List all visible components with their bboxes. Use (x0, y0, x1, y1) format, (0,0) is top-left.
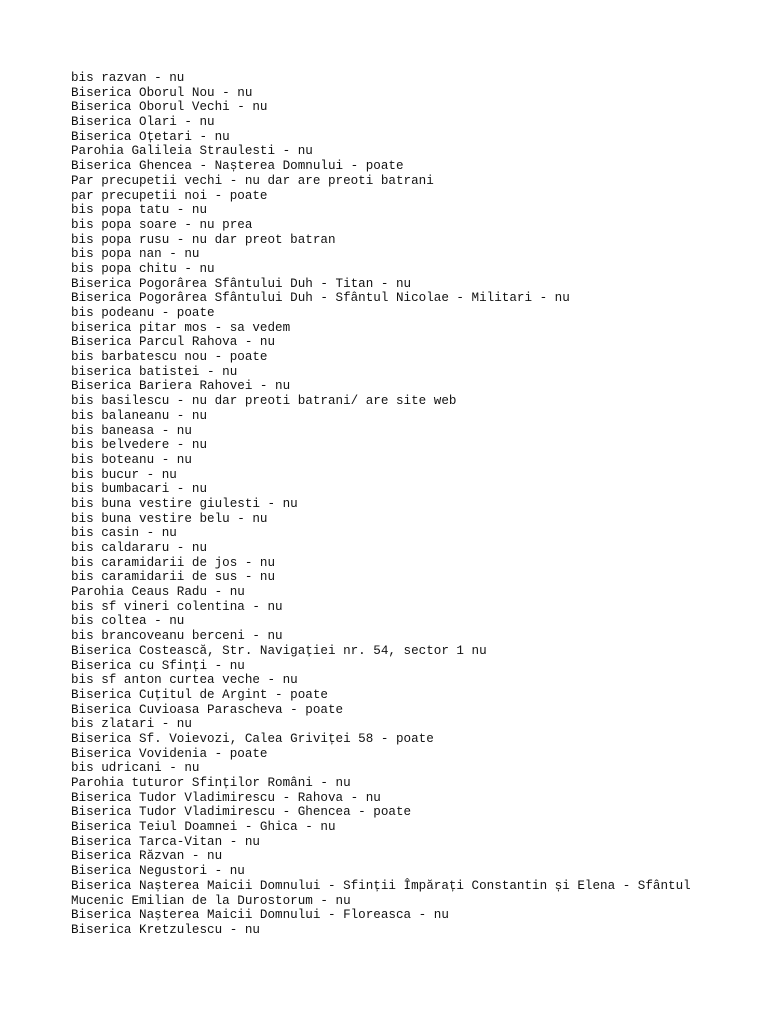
text-line: bis podeanu - poate (71, 306, 215, 320)
text-line: Par precupetii vechi - nu dar are preoti batrani (71, 173, 434, 188)
text-line: Biserica Tarca-Vitan - nu (71, 834, 260, 849)
text-line: Biserica Sf. Voievozi, Calea Griviței 58 - poate (71, 731, 434, 746)
text-line: bis zlatari - nu (71, 717, 192, 732)
text-line: Biserica Oborul Vechi - nu (71, 100, 268, 115)
text-line: Biserica Pogorârea Sfântului Duh - Titan - nu (71, 276, 412, 291)
text-line: Biserica Cuvioasa Parascheva - poate (71, 702, 344, 717)
text-line: Biserica Olari - nu (71, 115, 215, 130)
text-line: bis caldararu - nu (71, 541, 208, 555)
text-line: bis buna vestire belu - nu (71, 511, 268, 526)
text-line: bis bumbacari - nu (71, 482, 208, 497)
text-line: biserica pitar mos - sa vedem (71, 320, 291, 335)
text-line: bis popa rusu - nu dar preot batran (71, 232, 336, 247)
text-line: Biserica Pogorârea Sfântului Duh - Sfântul Nicolae - Militari - nu (71, 291, 570, 306)
text-line: bis udricani - nu (71, 761, 200, 776)
text-line: Biserica Teiul Doamnei - Ghica - nu (71, 820, 336, 835)
text-line: Biserica Tudor Vladimirescu - Rahova - nu (71, 790, 381, 805)
text-line: bis popa tatu - nu (71, 203, 208, 218)
text-line: bis caramidarii de jos - nu (71, 555, 276, 570)
text-line: bis popa chitu - nu (71, 261, 215, 276)
text-line: bis sf anton curtea veche - nu (71, 673, 298, 688)
text-line: Biserica Oțetari - nu (71, 129, 230, 144)
text-line: Biserica Cuțitul de Argint - poate (71, 687, 328, 702)
text-line: par precupetii noi - poate (71, 188, 268, 203)
text-line: Biserica Negustori - nu (71, 864, 245, 879)
text-line: bis buna vestire giulesti - nu (71, 496, 298, 511)
text-line: Biserica Tudor Vladimirescu - Ghencea - poate (71, 805, 412, 820)
document-page (71, 71, 751, 938)
text-line: bis belvedere - nu (71, 438, 208, 453)
text-line: bis popa soare - nu prea (71, 217, 253, 232)
text-line: bis razvan - nu (71, 71, 185, 85)
text-line: Parohia Ceaus Radu - nu (71, 585, 245, 600)
text-line: bis barbatescu nou - poate (71, 350, 268, 365)
text-line: bis casin - nu (71, 526, 177, 541)
text-line: bis balaneanu - nu (71, 408, 208, 423)
text-line: bis baneasa - nu (71, 423, 192, 438)
text-line: Biserica Ghencea - Nașterea Domnului - poate (71, 159, 404, 174)
text-line: biserica batistei - nu (71, 364, 238, 379)
text-line: Biserica Nașterea Maicii Domnului - Sfinții Împărați Constantin și Elena - Sfântul (71, 878, 691, 893)
text-line: bis boteanu - nu (71, 452, 192, 467)
text-line: Biserica Oborul Nou - nu (71, 85, 253, 100)
text-line: Biserica Vovidenia - poate (71, 746, 268, 761)
text-line: bis basilescu - nu dar preoti batrani/ are site web (71, 394, 457, 409)
text-line: Biserica Parcul Rahova - nu (71, 335, 276, 350)
text-line: Biserica Bariera Rahovei - nu (71, 379, 291, 394)
text-line: bis caramidarii de sus - nu (71, 570, 276, 585)
text-line: bis coltea - nu (71, 614, 185, 629)
text-line: Biserica Kretzulescu - nu (71, 922, 260, 937)
text-line: Biserica Răzvan - nu (71, 849, 223, 864)
text-line: bis bucur - nu (71, 467, 177, 482)
text-line: bis brancoveanu berceni - nu (71, 629, 283, 644)
text-line: Biserica Costească, Str. Navigației nr. 54, sector 1 nu (71, 643, 487, 658)
text-line: bis sf vineri colentina - nu (71, 599, 283, 614)
text-line: Biserica cu Sfinți - nu (71, 658, 245, 673)
text-line: Biserica Nașterea Maicii Domnului - Floreasca - nu (71, 908, 449, 923)
text-line: Mucenic Emilian de la Durostorum - nu (71, 893, 351, 908)
text-line: Parohia Galileia Straulesti - nu (71, 144, 313, 159)
text-line: bis popa nan - nu (71, 247, 200, 262)
text-line: Parohia tuturor Sfinților Români - nu (71, 776, 351, 790)
